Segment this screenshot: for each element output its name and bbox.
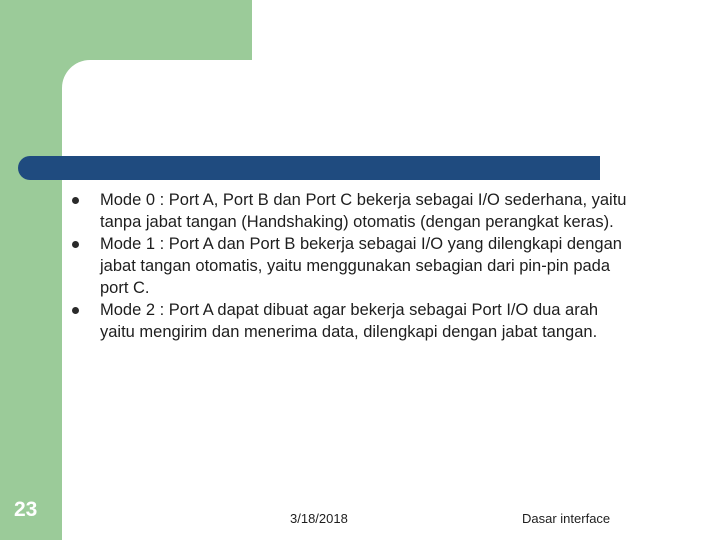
bullet-text: Mode 2 : Port A dapat dibuat agar bekerja sebagai Port I/O dua arah yaitu mengirim dan menerima data, dilengkapi dengan jabat tangan. [100,301,599,341]
bullet-text: Mode 0 : Port A, Port B dan Port C bekerja sebagai I/O sederhana, yaitu tanpa jabat tangan (Handshaking) otomatis (dengan perangkat keras). [100,191,627,231]
footer-text: Dasar interface [522,511,611,526]
bullet-text: Mode 1 : Port A dan Port B bekerja sebagai I/O yang dilengkapi dengan jabat tangan otomatis, yaitu menggunakan sebagian dari pin-pin pada port C. [100,235,622,297]
bullet-dot-icon [72,197,79,204]
slide-number: 23 [14,498,38,521]
bullet-dot-icon [72,307,79,314]
list-item [72,233,632,299]
footer-date: 3/18/2018 [290,511,348,526]
bullet-dot-icon [72,241,79,248]
bullet-list [72,189,632,343]
list-item [72,189,632,233]
title-bar [18,156,600,180]
list-item [72,299,632,343]
